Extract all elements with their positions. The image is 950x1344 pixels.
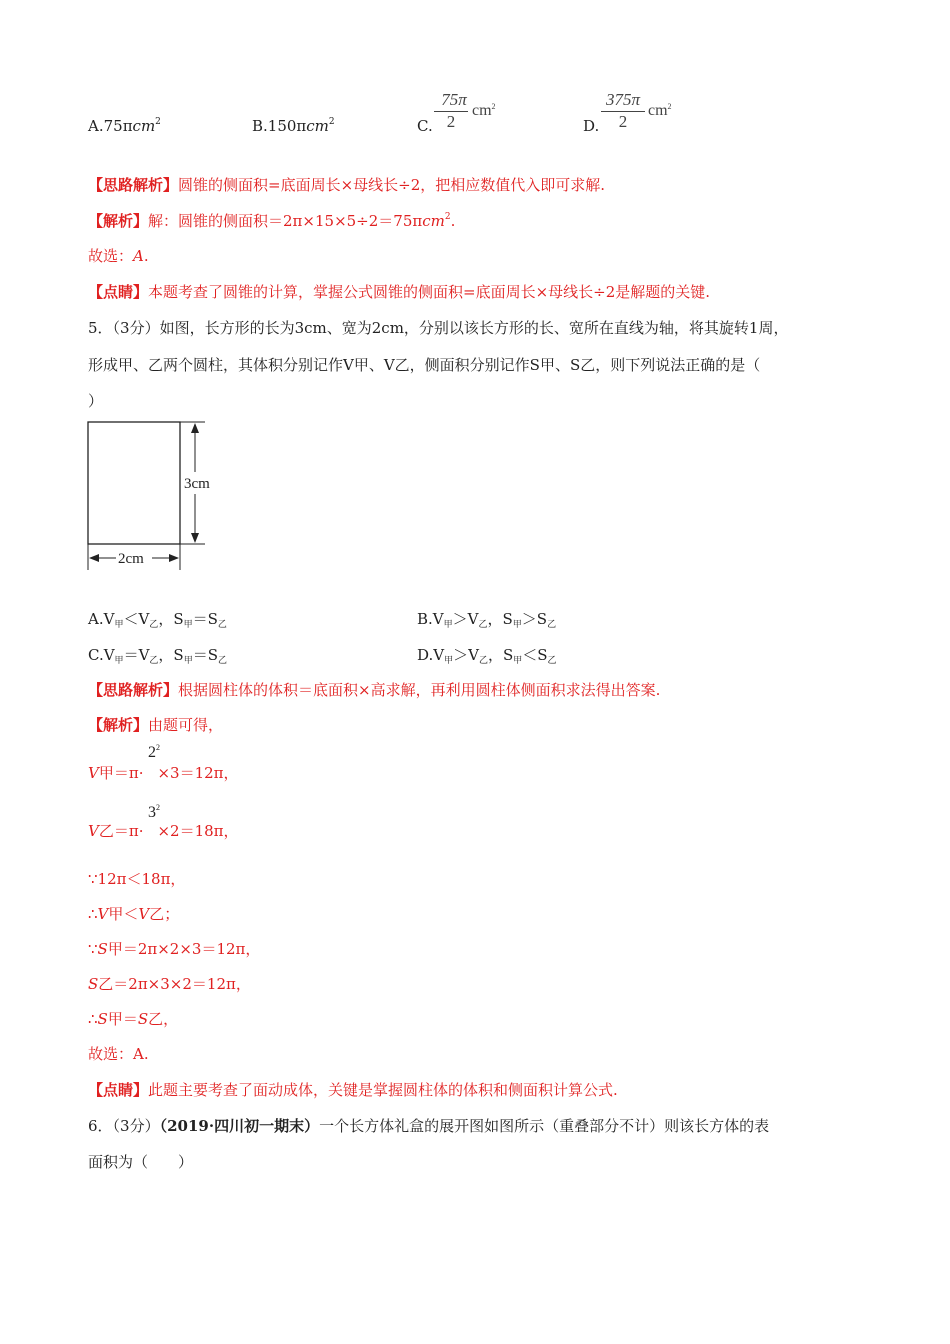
opt-sub: 乙 [218, 656, 228, 666]
comment-tag: 【点睛】 [88, 283, 149, 301]
step-text: 甲＝π· [98, 764, 144, 782]
q5-choice: 故选：A. [88, 1045, 149, 1063]
var-s: S [97, 940, 108, 958]
unit-exp: 2 [667, 102, 672, 111]
q5-option-a [88, 609, 227, 629]
fraction-unit [648, 102, 672, 120]
q4-choice [88, 246, 149, 266]
opt-s: ，S [158, 646, 184, 664]
q6-source: （2019·四川初一期末） [159, 1117, 320, 1135]
opt-sub: 乙 [149, 620, 159, 630]
power-base: 2 [148, 744, 156, 761]
step-post: 甲＝2π×2×3＝12π， [107, 940, 261, 958]
idea-text: 圆锥的侧面积=底面周长×母线长÷2，把相应数值代入即可求解. [178, 176, 606, 194]
opt-sub: 甲 [512, 620, 522, 630]
q5-step2-power [148, 804, 160, 822]
q5-step2 [88, 821, 239, 841]
fraction-numerator: 375π [605, 90, 641, 109]
q6-stem-line1 [88, 1116, 769, 1136]
q5-option-c [88, 645, 227, 665]
option-b-unit: cm [306, 117, 329, 135]
opt-rel: ＞V [452, 610, 479, 628]
step-rest: ×2＝18π， [157, 822, 239, 840]
opt-rel: ＞V [453, 646, 479, 664]
q5-step3: ∵12π＜18π， [88, 870, 186, 888]
q5-step5 [88, 939, 260, 959]
var-s: S [97, 1010, 108, 1028]
fraction-denominator: 2 [446, 112, 456, 131]
opt-sub: 甲 [444, 656, 454, 666]
var-v: V [138, 905, 150, 923]
opt-v: B.V [417, 610, 444, 628]
opt-rel: ＝S [192, 646, 218, 664]
idea-tag: 【思路解析】 [88, 681, 179, 699]
height-arrow-up [191, 423, 199, 433]
q5-idea [88, 680, 660, 700]
comment-text: 本题考查了圆锥的计算，掌握公式圆锥的侧面积=底面周长×母线长÷2是解题的关键. [148, 283, 711, 301]
q5-step7 [88, 1009, 178, 1029]
step-text: 乙＝π· [98, 822, 144, 840]
rectangle [88, 422, 180, 544]
q4-comment [88, 282, 710, 302]
choice-prefix: 故选： [88, 247, 134, 265]
power-base: 3 [148, 804, 156, 821]
q4-option-c-label: C. [417, 117, 433, 135]
opt-s: ，S [487, 646, 514, 664]
q5-stem-line3: ） [88, 392, 104, 410]
width-arrow-right [169, 554, 179, 562]
q6-stem-line2: 面积为（ ） [88, 1153, 194, 1171]
height-label: 3cm [184, 476, 210, 492]
step-post: 乙； [149, 905, 180, 923]
rectangle-figure [82, 418, 222, 578]
solve-tag: 【解析】 [88, 212, 149, 230]
idea-tag: 【思路解析】 [88, 176, 179, 194]
opt-v: D.V [417, 646, 445, 664]
opt-v: C.V [88, 646, 115, 664]
power-exp: 2 [156, 743, 160, 752]
q5-option-d [417, 645, 557, 665]
opt-sub: 甲 [183, 620, 193, 630]
height-arrow-down [191, 533, 199, 543]
power-exp: 2 [156, 803, 160, 812]
fraction-unit [472, 102, 496, 120]
unit-text: cm [472, 102, 492, 119]
solve-unit: cm [422, 212, 445, 230]
opt-rel: ＝S [192, 610, 218, 628]
step-pre: ∴ [88, 1010, 98, 1028]
opt-sub: 甲 [183, 656, 193, 666]
opt-rel: ＜V [123, 610, 150, 628]
option-b-label: B.150π [252, 117, 307, 135]
step-mid: 甲＝ [107, 1010, 138, 1028]
step-rest: ×3＝12π， [157, 764, 239, 782]
var-s: S [88, 975, 99, 993]
step-post: 乙＝2π×3×2＝12π， [98, 975, 251, 993]
option-a-label: A.75π [88, 117, 133, 135]
q4-option-d-label: D. [583, 117, 600, 135]
step-pre: ∴ [88, 905, 98, 923]
option-b-exp: 2 [328, 117, 335, 127]
opt-sub: 甲 [443, 620, 453, 630]
opt-sub: 甲 [114, 656, 124, 666]
comment-tag: 【点睛】 [88, 1081, 149, 1099]
q5-stem-line1: 5．（3分）如图，长方形的长为3cm、宽为2cm，分别以该长方形的长、宽所在直线为轴，将其旋转1周， [88, 319, 789, 337]
width-arrow-left [89, 554, 99, 562]
q4-solution [88, 211, 455, 231]
opt-sub: 甲 [513, 656, 523, 666]
q5-comment [88, 1080, 618, 1100]
var-s: S [137, 1010, 149, 1028]
q6-prefix: 6．（3分） [88, 1117, 160, 1135]
opt-rel: ＞S [521, 610, 548, 628]
comment-text: 此题主要考查了面动成体，关键是掌握圆柱体的体积和侧面积计算公式. [148, 1081, 618, 1099]
q4-option-a [88, 116, 161, 136]
idea-text: 根据圆柱体的体积＝底面积×高求解，再利用圆柱体侧面积求法得出答案. [178, 681, 661, 699]
option-a-exp: 2 [155, 117, 161, 127]
opt-sub: 乙 [478, 656, 488, 666]
unit-text: cm [648, 102, 668, 119]
step-pre: ∵ [88, 940, 98, 958]
unit-exp: 2 [491, 102, 496, 111]
step-mid: 甲＜ [108, 905, 139, 923]
opt-rel: ＜S [522, 646, 548, 664]
solve-text: 由题可得， [148, 716, 224, 734]
opt-sub: 乙 [547, 656, 557, 666]
opt-s: ，S [487, 610, 513, 628]
choice-letter: A [133, 247, 144, 265]
fraction-numerator: 75π [441, 90, 467, 109]
q6-stem-text: 一个长方体礼盒的展开图如图所示（重叠部分不计）则该长方体的表 [319, 1117, 770, 1135]
opt-s: ，S [158, 610, 184, 628]
q5-step1 [88, 763, 239, 783]
var-v: V [97, 905, 109, 923]
opt-sub: 乙 [478, 620, 488, 630]
solve-exp: 2 [444, 212, 451, 222]
opt-sub: 乙 [149, 656, 159, 666]
var-v: V [88, 764, 99, 782]
step-post: 乙， [148, 1010, 179, 1028]
choice-end: . [143, 247, 149, 265]
q4-option-b [252, 116, 335, 136]
width-label: 2cm [118, 551, 144, 567]
q5-step1-power [148, 744, 160, 762]
q4-idea [88, 175, 605, 195]
q5-step6 [88, 974, 251, 994]
opt-v: A.V [88, 610, 115, 628]
q5-stem-line2: 形成甲、乙两个圆柱，其体积分别记作V甲、V乙，侧面积分别记作S甲、S乙，则下列说法正确的是（ [88, 356, 761, 374]
q5-step4 [88, 904, 179, 924]
opt-sub: 乙 [217, 620, 227, 630]
option-a-unit: cm [132, 117, 156, 135]
solve-text: 解：圆锥的侧面积＝2π×15×5÷2＝75π [148, 212, 423, 230]
fraction-denominator: 2 [618, 112, 628, 131]
opt-sub: 甲 [114, 620, 124, 630]
var-v: V [88, 822, 99, 840]
opt-rel: ＝V [123, 646, 150, 664]
solve-end: . [450, 212, 456, 230]
opt-sub: 乙 [547, 620, 557, 630]
solve-tag: 【解析】 [88, 716, 149, 734]
q5-solution [88, 715, 223, 735]
q5-option-b [417, 609, 556, 629]
